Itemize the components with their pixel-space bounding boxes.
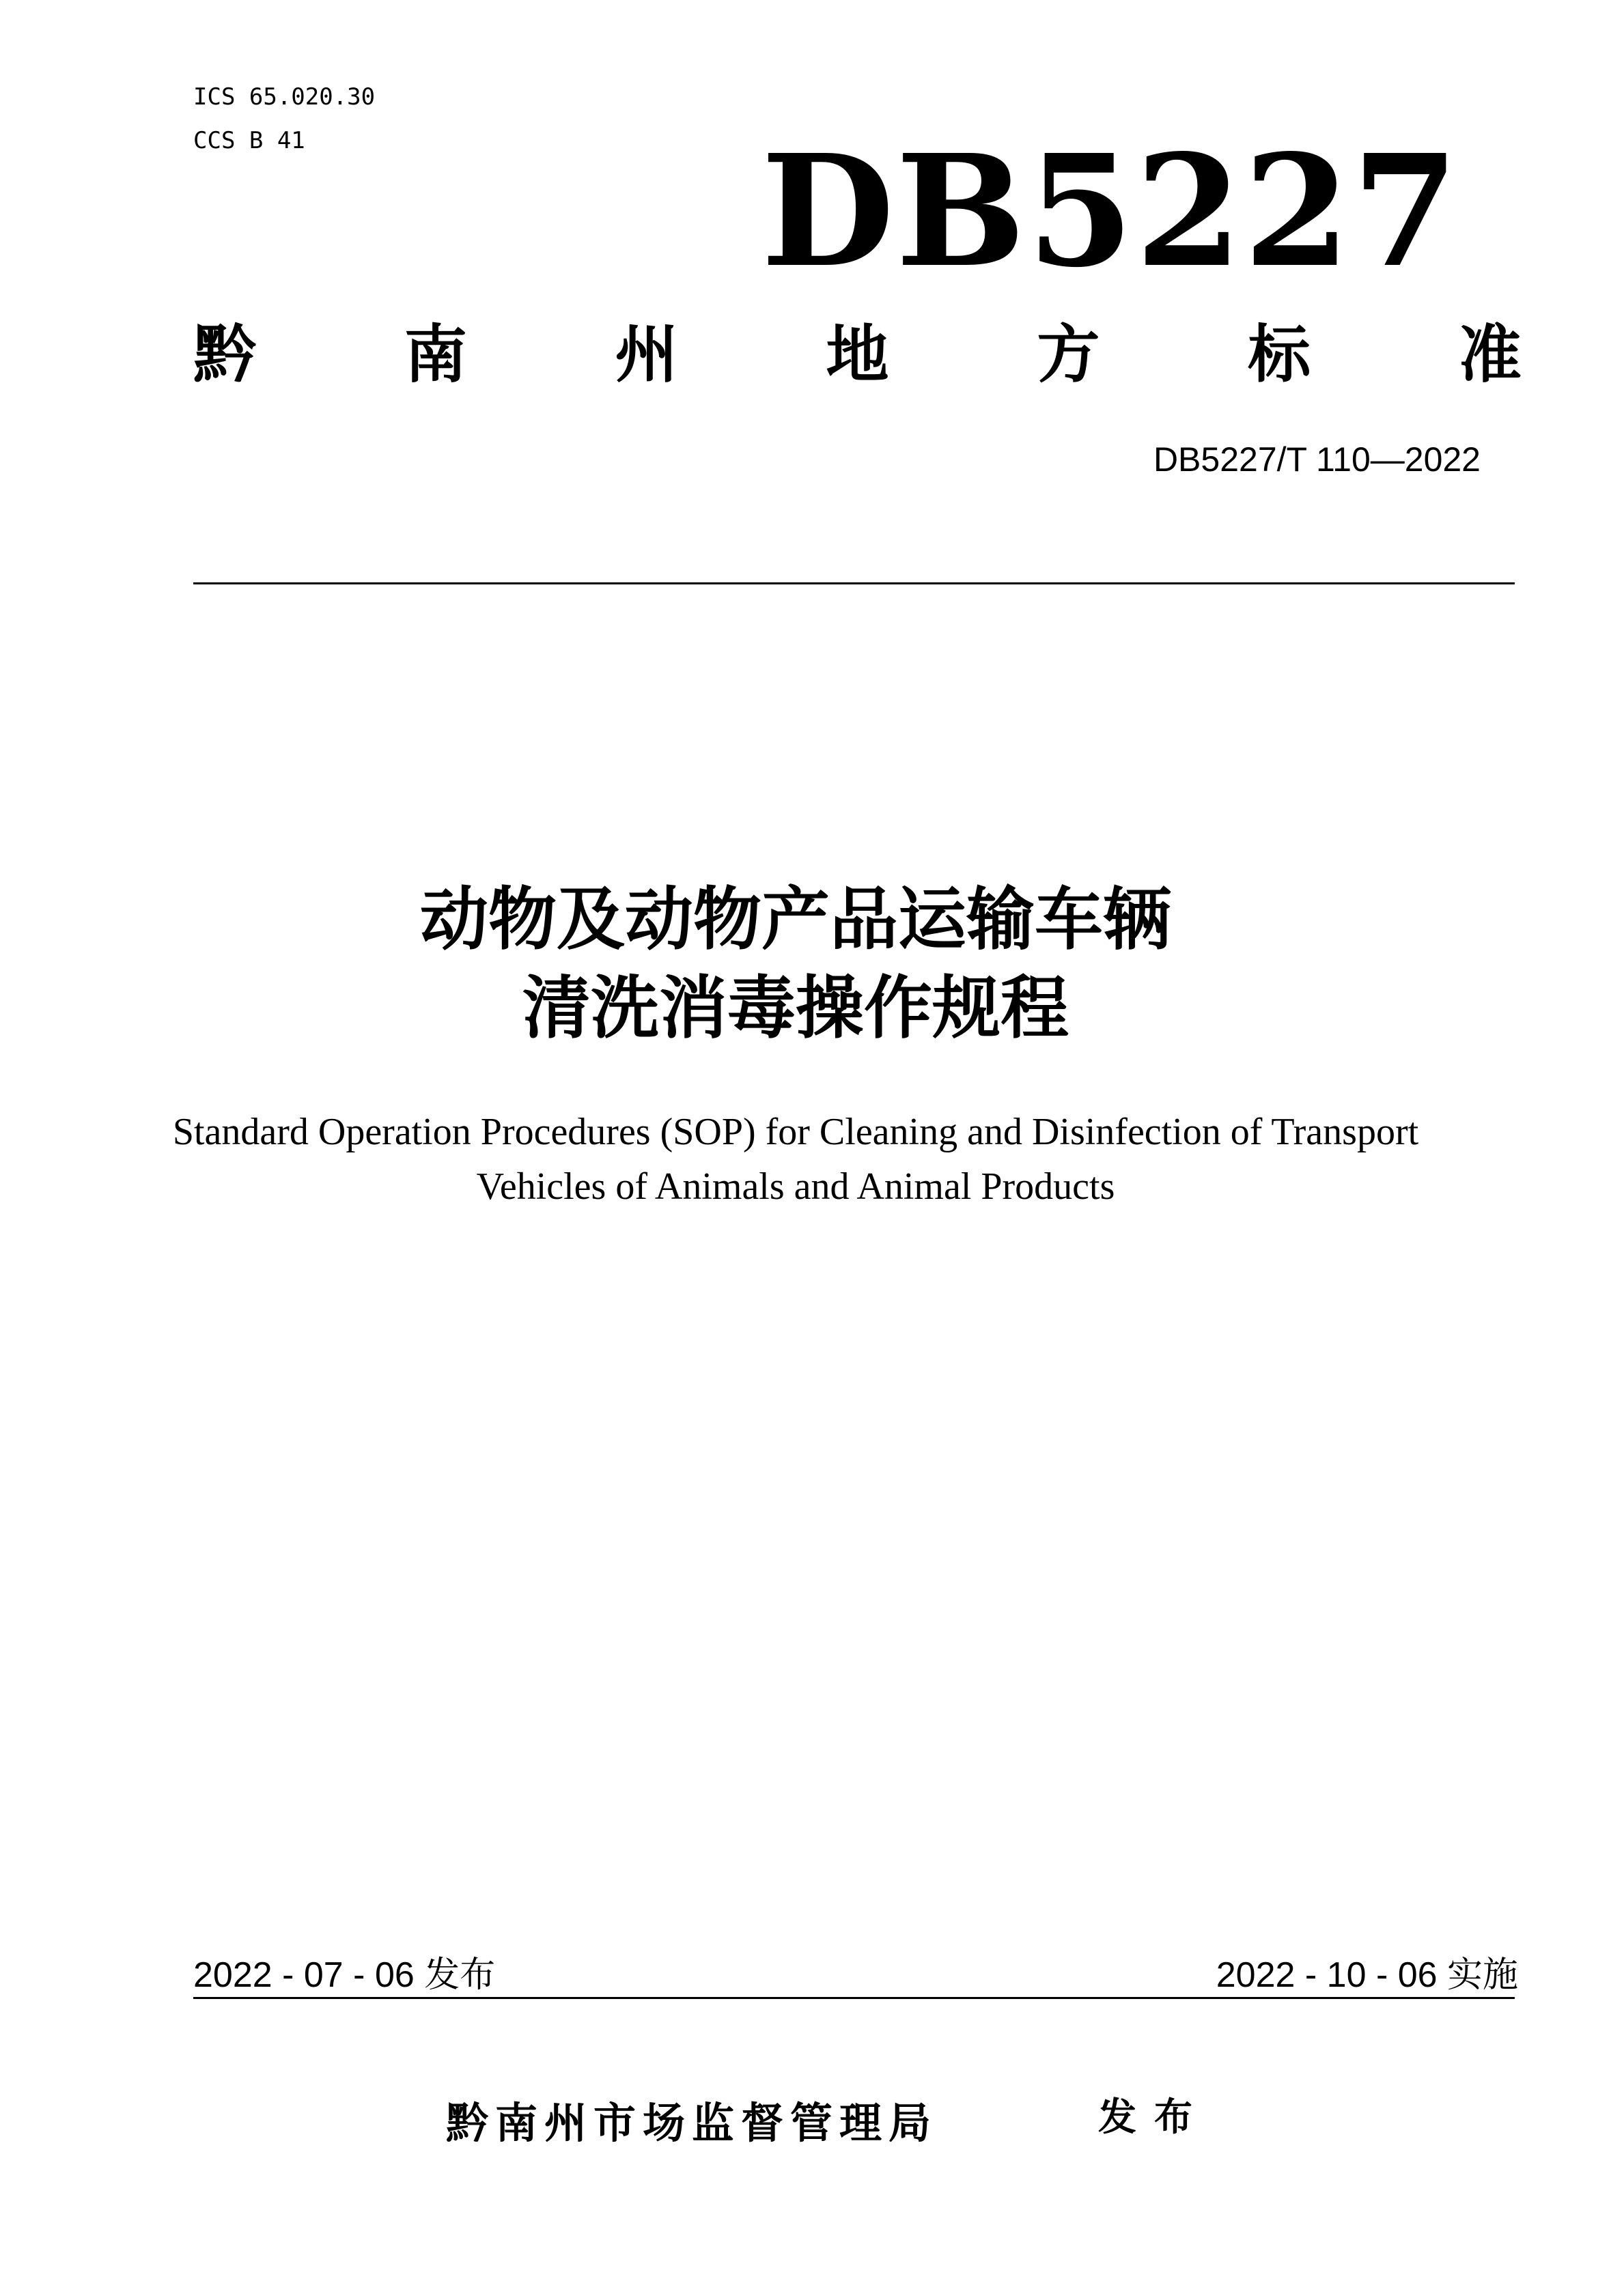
standard-code-large: DB5227 — [761, 122, 1460, 302]
standard-type-char: 南 — [404, 318, 467, 391]
standard-type-char: 标 — [1248, 318, 1311, 391]
standard-number: DB5227/T 110—2022 — [1153, 440, 1481, 479]
title-chinese-line-2: 清洗消毒操作规程 — [522, 968, 1069, 1048]
bottom-divider — [193, 1997, 1515, 1999]
standard-type-char: 地 — [826, 318, 889, 391]
ics-code: ICS 65.020.30 — [193, 83, 376, 111]
issue-date: 2022 - 07 - 06 发布 — [193, 1955, 496, 1995]
issuing-authority: 黔南州市场监督管理局 — [446, 2098, 938, 2148]
title-chinese-line-1: 动物及动物产品运输车辆 — [420, 879, 1171, 959]
standard-type-char: 准 — [1458, 318, 1522, 391]
standard-type-char: 州 — [615, 318, 678, 391]
standard-type-heading — [193, 317, 1522, 393]
title-english-line-2: Vehicles of Animals and Animal Products — [476, 1165, 1115, 1208]
issue-label: 发布 — [1098, 2095, 1210, 2140]
standard-type-char: 方 — [1037, 318, 1100, 391]
ccs-code: CCS B 41 — [193, 127, 305, 154]
standard-type-char: 黔 — [193, 318, 257, 391]
top-divider — [193, 582, 1515, 584]
title-english-line-1: Standard Operation Procedures (SOP) for Cleaning and Disinfection of Transport — [172, 1111, 1419, 1153]
implementation-date: 2022 - 10 - 06 实施 — [1216, 1955, 1518, 1995]
